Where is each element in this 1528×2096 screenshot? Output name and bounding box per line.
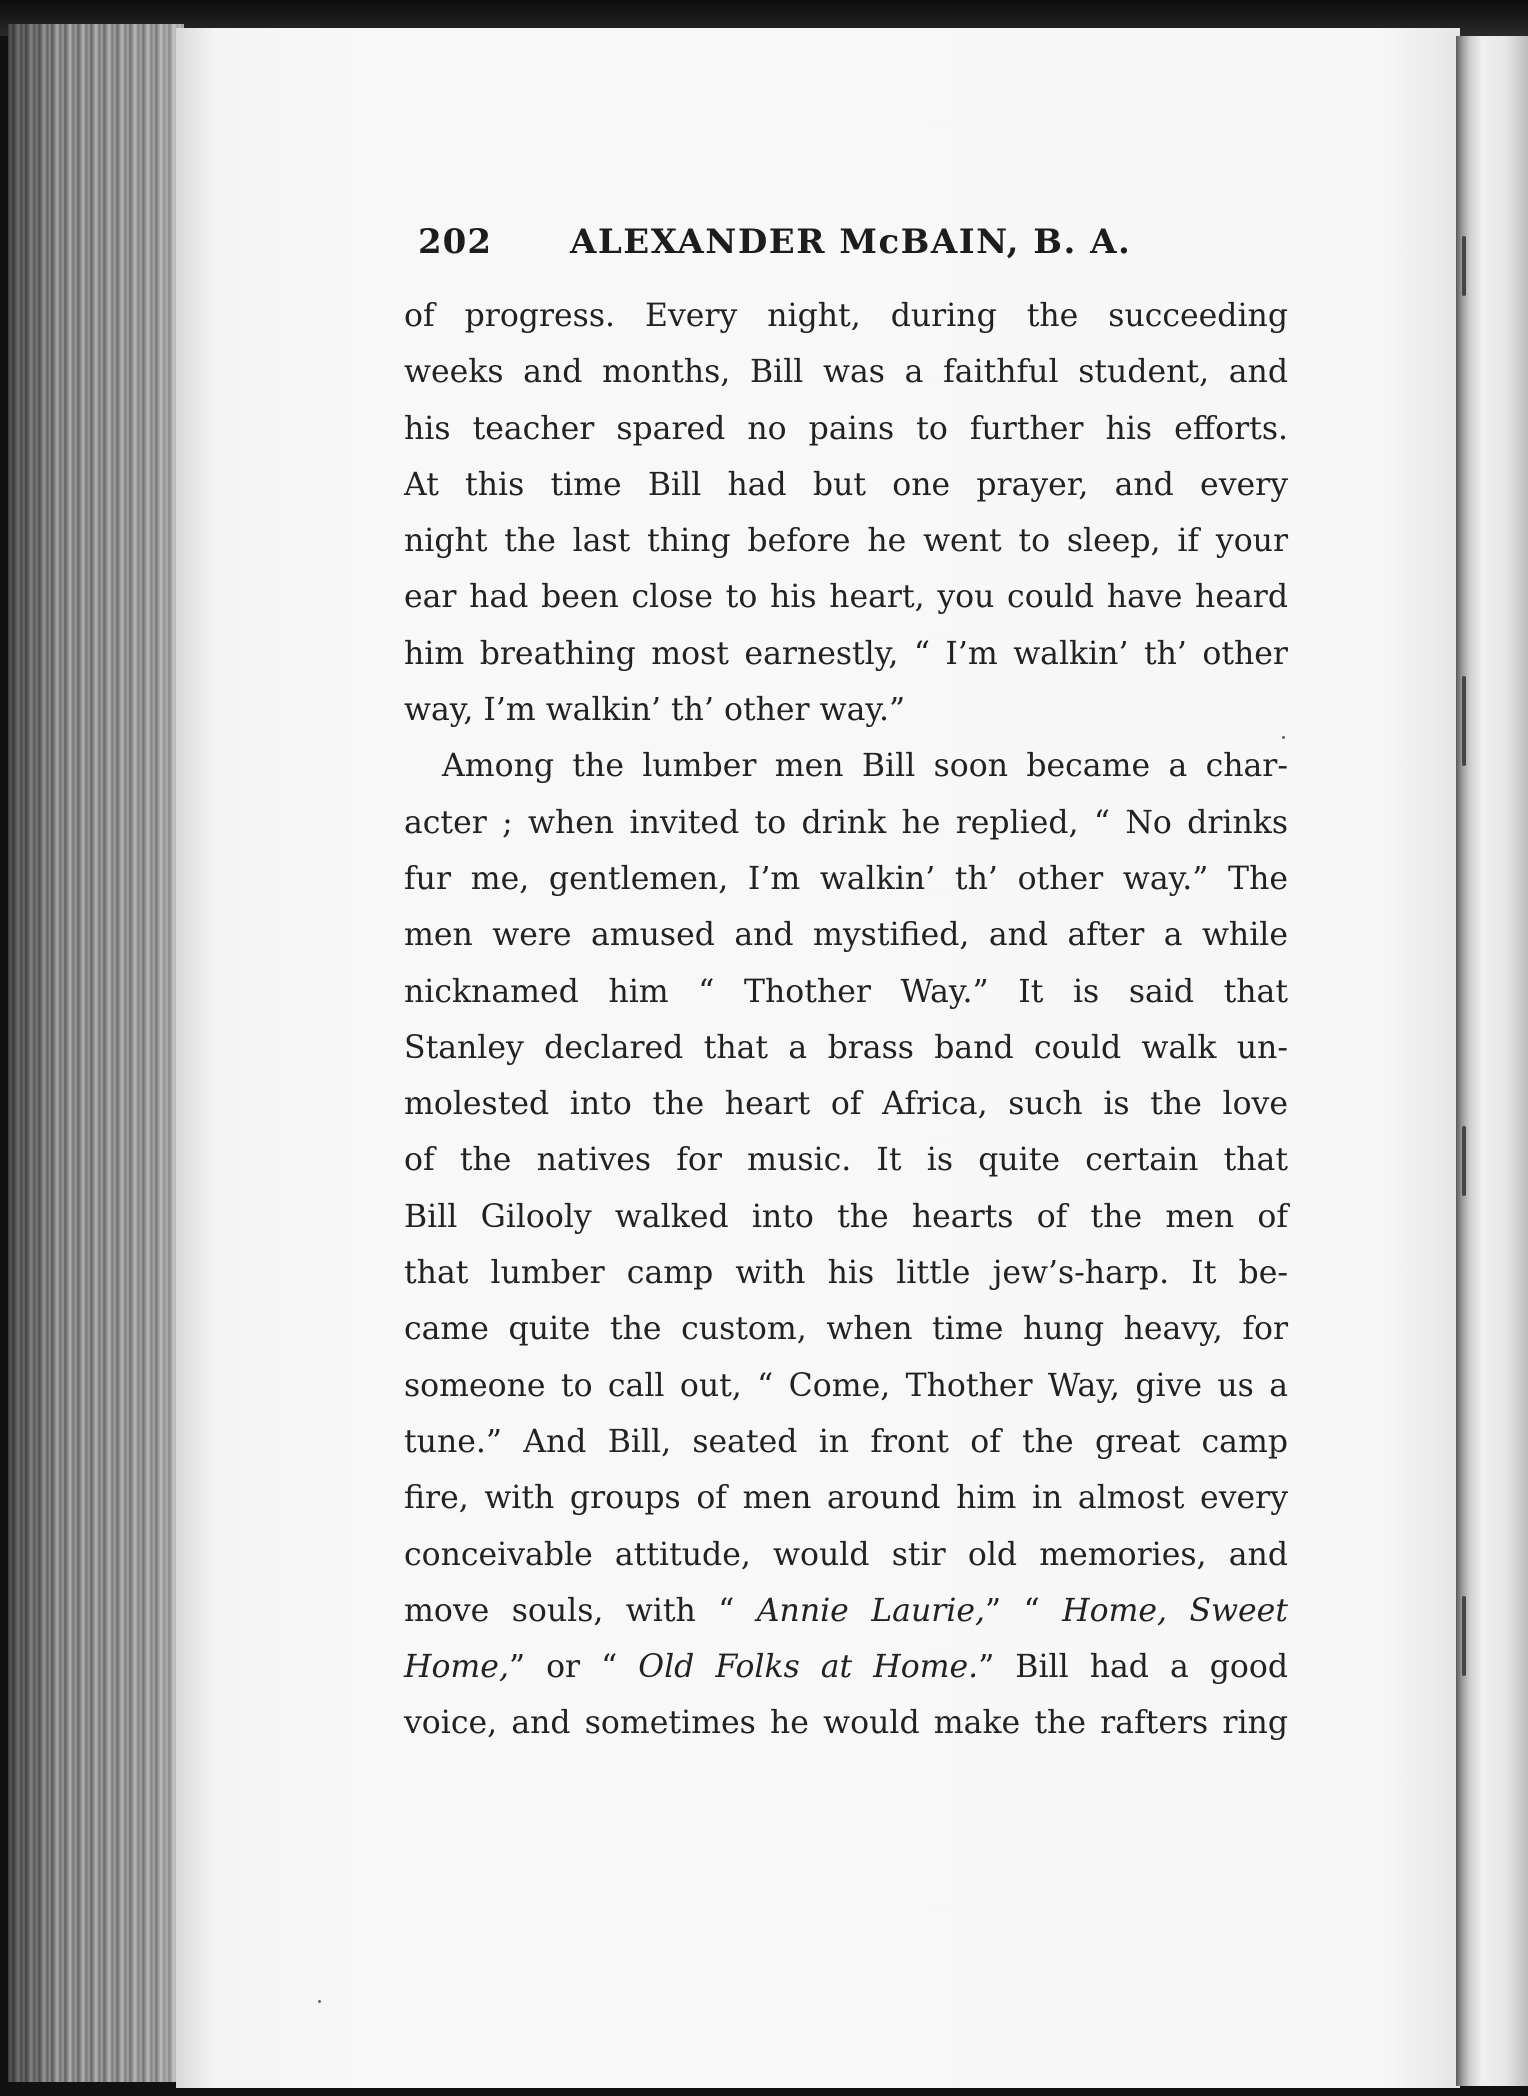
edge-mark [1462,676,1466,766]
text-run: ” or “ [508,1649,639,1686]
text-line [404,344,1288,400]
text-run: conceivable attitude, would stir old memories, and [404,1536,1288,1573]
paragraph [404,738,1288,1751]
text-line [404,1695,1288,1751]
text-run: of the natives for music. It is quite certain that [404,1142,1288,1179]
text-line [404,682,1288,738]
text-run: ear had been close to his heart, you could have heard [404,579,1288,616]
text-line [404,1414,1288,1470]
italic-title: Annie Laurie, [756,1592,986,1629]
text-line [404,457,1288,513]
page-header [418,222,1278,278]
text-run: Bill Gilooly walked into the hearts of the men of [404,1198,1288,1235]
text-run: tune.” And Bill, seated in front of the great camp [404,1423,1288,1460]
scan-speck [1282,736,1285,739]
text-line [404,738,1288,794]
edge-mark [1462,1596,1466,1676]
text-line [404,1245,1288,1301]
text-run: his teacher spared no pains to further his efforts. [404,410,1288,447]
text-line [404,1076,1288,1132]
text-run: ” Bill had a good [978,1649,1288,1686]
text-run: Among the lumber men Bill soon became a char- [442,748,1288,785]
text-run: acter ; when invited to drink he replied, “ No drinks [404,804,1288,841]
text-line [404,288,1288,344]
text-run: nicknamed him “ Thother Way.” It is said that [404,973,1288,1010]
text-line [404,1132,1288,1188]
italic-title: Home, [404,1649,509,1686]
page-stack-edge [8,24,184,2082]
italic-title: Old Folks at Home. [638,1649,979,1686]
text-line [404,1470,1288,1526]
page-number: 202 [418,222,492,262]
text-line [404,964,1288,1020]
text-run: weeks and months, Bill was a faithful student, and [404,354,1288,391]
scan-speck [318,2000,321,2003]
text-run: night the last thing before he went to sleep, if your [404,523,1288,560]
text-line [404,1583,1288,1639]
edge-mark [1462,236,1466,296]
text-run: that lumber camp with his little jew’s-harp. It be- [404,1255,1288,1292]
text-line [404,1358,1288,1414]
text-line [404,795,1288,851]
text-run: voice, and sometimes he would make the rafters ring [404,1705,1288,1742]
text-run: fur me, gentlemen, I’m walkin’ th’ other way.” The [404,860,1288,897]
text-run: fire, with groups of men around him in almost every [404,1480,1288,1517]
text-line [404,626,1288,682]
text-run: men were amused and mystified, and after a while [404,917,1288,954]
facing-page-edge [1456,36,1528,2086]
body-text [404,288,1288,1752]
text-line [404,851,1288,907]
text-line [404,907,1288,963]
text-line [404,401,1288,457]
text-line [404,1301,1288,1357]
text-run: someone to call out, “ Come, Thother Way, give us a [404,1367,1288,1404]
text-line [404,1189,1288,1245]
text-run: molested into the heart of Africa, such is the love [404,1086,1288,1123]
text-run: came quite the custom, when time hung heavy, for [404,1311,1288,1348]
text-run: him breathing most earnestly, “ I’m walkin’ th’ other [404,635,1288,672]
text-line [404,1020,1288,1076]
text-run: Stanley declared that a brass band could walk un- [404,1029,1288,1066]
text-run: ” “ [985,1592,1063,1629]
text-run: of progress. Every night, during the succeeding [404,298,1288,334]
text-line [404,513,1288,569]
paragraph [404,288,1288,738]
text-run: way, I’m walkin’ th’ other way.” [404,692,906,729]
edge-mark [1462,1126,1466,1196]
text-run: move souls, with “ [404,1592,757,1629]
text-line [404,569,1288,625]
text-run: At this time Bill had but one prayer, and every [404,466,1288,503]
text-line [404,1639,1288,1695]
italic-title: Home, Sweet [1062,1592,1288,1629]
text-line [404,1527,1288,1583]
running-title: ALEXANDER McBAIN, B. A. [570,222,1132,262]
